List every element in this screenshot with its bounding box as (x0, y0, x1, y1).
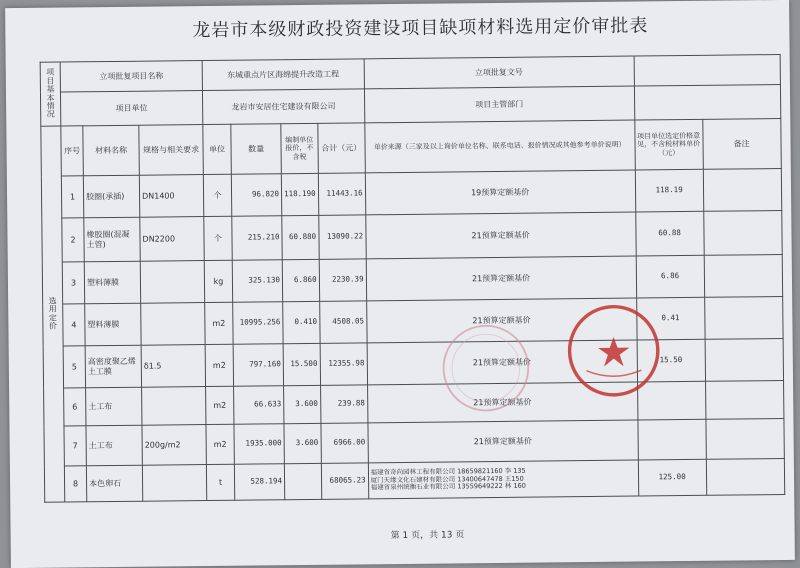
row-approved: 15.50 (637, 339, 705, 382)
row-qty: 325.130 (232, 260, 282, 303)
row-seq: 8 (64, 466, 86, 502)
row-qty: 1935.000 (234, 424, 284, 465)
table-row (44, 458, 784, 502)
row-approved (638, 419, 706, 460)
row-price: 0.410 (283, 301, 320, 343)
row-source: 21预算定额基价 (367, 382, 637, 423)
row-unit: m2 (205, 344, 233, 386)
row-approved: 6.86 (636, 255, 704, 298)
project-unit: 龙岩市安居住宅建设有限公司 (202, 89, 364, 125)
row-total: 68065.23 (321, 463, 368, 499)
row-note (705, 380, 783, 419)
row-price: 15.500 (283, 343, 320, 385)
dept (634, 85, 780, 121)
header-price: 编制单位报价，不含税 (281, 123, 318, 173)
approval-doc-label: 立项批复文号 (364, 56, 634, 89)
row-seq: 7 (64, 426, 86, 466)
row-seq: 5 (63, 346, 85, 388)
row-spec: DN2200 (140, 217, 204, 262)
row-name: 胶圈(承插) (83, 175, 139, 218)
row-price: 3.600 (284, 423, 321, 463)
row-note (703, 211, 781, 256)
row-approved: 0.41 (636, 297, 704, 340)
row-seq: 6 (64, 388, 86, 426)
row-spec (142, 465, 206, 502)
row-qty: 215.210 (232, 216, 282, 261)
row-source: 21预算定额基价 (368, 420, 638, 463)
row-qty: 66.633 (234, 386, 284, 425)
row-name: 高密度聚乙烯土工膜 (85, 345, 141, 388)
row-price: 60.880 (282, 215, 319, 259)
project-name: 东城重点片区海绵提升改造工程 (202, 59, 364, 91)
row-approved: 118.19 (635, 169, 703, 212)
row-total: 6966.00 (321, 423, 368, 463)
row-supplier-list (368, 460, 638, 499)
faint-seal-stamp (438, 321, 533, 416)
row-unit: m2 (205, 302, 233, 344)
row-unit: m2 (206, 386, 234, 424)
row-qty: 10995.256 (233, 302, 283, 345)
header-note: 备注 (702, 119, 781, 170)
supplier-quote: 福建省泉州统衡石业有限公司 13559649222 林 160 (370, 482, 526, 492)
row-note (706, 418, 784, 459)
row-qty: 528.194 (234, 464, 284, 501)
dept-label: 项目主管部门 (364, 86, 634, 123)
supplier-quote: 福建省奇尚园林工程有限公司 18659821160 李 135 (370, 466, 526, 477)
header-name: 材料名称 (83, 125, 140, 176)
header-unit: 单位 (203, 124, 232, 174)
row-price: 6.860 (282, 259, 319, 301)
row-qty: 96.820 (231, 174, 281, 217)
row-price: 118.190 (281, 173, 318, 215)
row-total: 239.88 (320, 385, 367, 423)
row-name: 土工布 (86, 387, 142, 426)
row-approved: 60.88 (635, 211, 703, 256)
header-source: 单价来源（三家及以上询价单位名称、联系电话、报价情况或其他参考单价说明） (364, 120, 635, 173)
row-note (704, 255, 782, 298)
unit-label: 项目单位 (60, 91, 202, 126)
row-spec: δ1.5 (141, 345, 205, 388)
row-name: 橡胶圈(混凝土管) (84, 217, 140, 262)
project-name-label: 立项批复项目名称 (60, 61, 202, 92)
document-title: 龙岩市本级财政投资建设项目缺项材料选用定价审批表 (192, 15, 649, 42)
row-unit: t (206, 464, 234, 500)
row-total: 13090.22 (318, 215, 365, 259)
row-approved: 125.00 (638, 459, 706, 496)
row-name: 塑料薄膜 (85, 303, 141, 346)
row-unit: 个 (203, 174, 231, 216)
row-total: 2230.39 (319, 259, 366, 301)
row-note (706, 458, 784, 495)
document-sheet (5, 0, 795, 568)
header-total: 合计（元） (317, 123, 365, 173)
row-spec (141, 303, 205, 346)
header-qty: 数量 (231, 124, 282, 175)
row-unit: kg (204, 260, 232, 302)
row-note (704, 296, 782, 339)
approval-table (40, 54, 785, 503)
row-spec: DN1400 (139, 175, 203, 218)
row-spec: 200g/m2 (142, 425, 206, 466)
row-seq: 4 (63, 304, 85, 346)
row-spec (142, 387, 206, 426)
row-unit: 个 (204, 216, 232, 260)
row-spec (140, 261, 204, 304)
row-source: 19预算定额基价 (365, 170, 635, 215)
header-seq: 序号 (61, 126, 84, 176)
row-qty: 797.160 (233, 344, 283, 387)
row-total: 12355.98 (320, 343, 367, 385)
header-spec: 规格与相关要求 (139, 125, 204, 176)
company-seal-stamp (564, 301, 663, 400)
row-name: 土工布 (86, 425, 142, 466)
row-source: 21预算定额基价 (367, 340, 637, 385)
row-source: 21预算定额基价 (366, 298, 636, 343)
section-pricing: 选 用 定 价 (41, 126, 65, 502)
approval-doc (634, 55, 780, 87)
row-total: 11443.16 (318, 173, 365, 215)
row-unit: m2 (206, 424, 234, 464)
row-note (705, 338, 783, 381)
page-footer: 第 1 页，共 13 页 (390, 530, 465, 542)
row-name: 塑料薄膜 (84, 261, 140, 304)
header-approved: 项目单位选定价格意见，不含税材料单价（元） (634, 119, 703, 170)
row-note (703, 169, 781, 212)
supplier-quote: 厦门天缘文化石建材有限公司 13400647478 王150 (370, 474, 524, 484)
row-price: 3.600 (284, 385, 321, 423)
row-total: 4508.05 (319, 301, 366, 343)
row-name: 本色卵石 (86, 465, 142, 502)
row-seq: 3 (62, 262, 84, 304)
table-row (42, 211, 782, 263)
row-seq: 1 (61, 176, 83, 218)
row-seq: 2 (62, 218, 84, 262)
row-source: 21预算定额基价 (365, 212, 635, 259)
section-project-info: 项 目 基 本 情 况 (40, 62, 61, 126)
row-price (284, 463, 321, 499)
row-source: 21预算定额基价 (366, 256, 636, 301)
